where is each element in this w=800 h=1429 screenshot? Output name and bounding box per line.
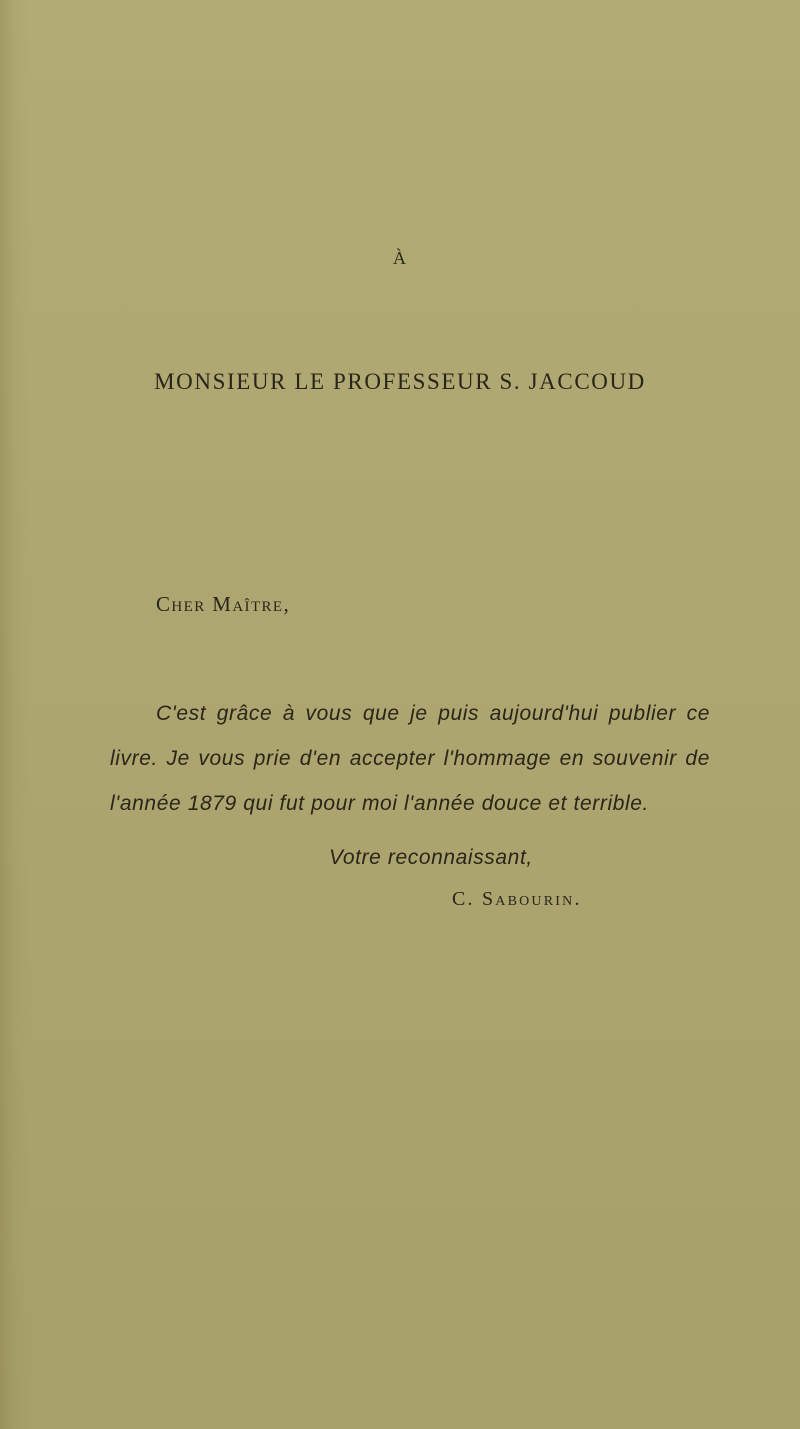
letter-line-2: livre. Je vous prie d'en accepter l'hommage en souvenir de (110, 747, 710, 770)
letter-signature: C. Sabourin. (452, 888, 582, 910)
letter-line-3: l'année 1879 qui fut pour moi l'année douce et terrible. (110, 792, 649, 815)
letter-line-1: C'est grâce à vous que je puis aujourd'hui publier ce (156, 702, 710, 725)
letter-closing: Votre reconnaissant, (329, 846, 533, 869)
dedication-a: À (393, 248, 407, 268)
letter-salutation: Cher Maître, (156, 592, 291, 616)
dedication-recipient: MONSIEUR LE PROFESSEUR S. JACCOUD (154, 369, 646, 394)
